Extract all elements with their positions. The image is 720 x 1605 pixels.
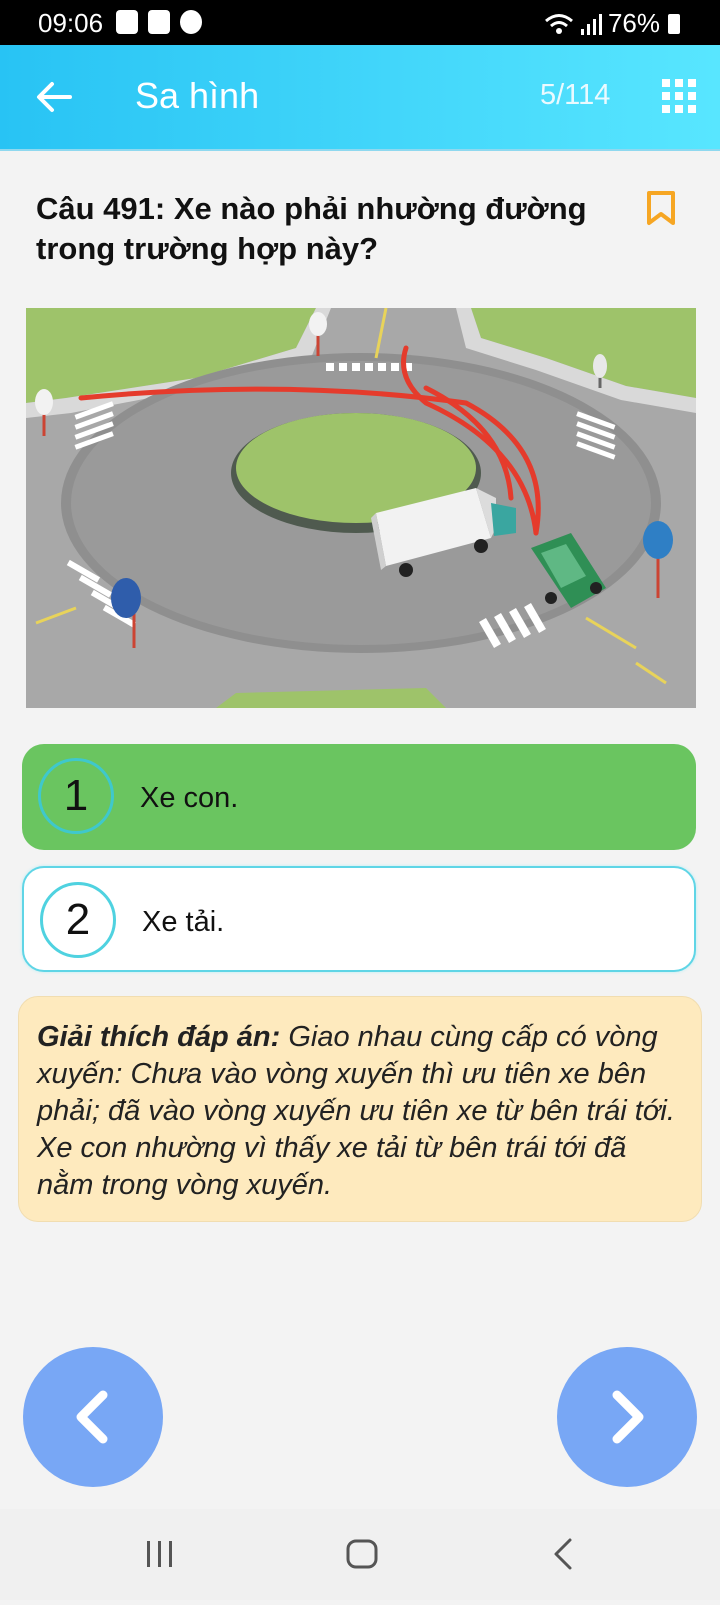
signal-icon <box>580 13 602 35</box>
question-area <box>0 151 720 301</box>
grid-icon[interactable] <box>662 79 696 113</box>
chevron-left-icon <box>23 1347 163 1487</box>
bookmark-icon[interactable] <box>646 190 676 226</box>
sd-card-icon <box>116 10 138 34</box>
app-notification-icon-2 <box>180 10 202 34</box>
home-icon <box>332 1509 392 1600</box>
home-button[interactable] <box>332 1509 392 1600</box>
question-text: Câu 491: Xe nào phải nhường đường trong trường hợp này? <box>36 191 587 266</box>
roundabout-illustration <box>26 308 696 708</box>
explanation-label: Giải thích đáp án: <box>37 1021 281 1053</box>
status-time: 09:06 <box>38 8 104 38</box>
recent-apps-icon <box>130 1509 190 1600</box>
next-question-button[interactable] <box>557 1347 697 1487</box>
app-notification-icon <box>148 10 170 34</box>
answer-text: Xe tải. <box>142 906 225 938</box>
recent-apps-button[interactable] <box>130 1509 190 1600</box>
system-back-button[interactable] <box>534 1509 594 1600</box>
previous-question-button[interactable] <box>23 1347 163 1487</box>
chevron-right-icon <box>557 1347 697 1487</box>
arrow-left-icon[interactable] <box>30 73 78 121</box>
answer-text: Xe con. <box>140 782 239 814</box>
system-back-icon <box>534 1509 594 1600</box>
battery-percent: 76% <box>607 8 660 38</box>
question-counter: 5/114 <box>540 79 611 111</box>
status-bar <box>0 0 720 45</box>
page-title: Sa hình <box>135 75 260 116</box>
answer-number-badge: 1 <box>38 758 114 834</box>
explanation-box <box>18 996 702 1222</box>
wifi-icon <box>544 12 574 36</box>
system-nav-bar <box>0 1509 720 1600</box>
answer-option-2[interactable] <box>22 866 696 972</box>
notification-icons <box>116 10 202 34</box>
app-header <box>0 45 720 149</box>
answer-option-1[interactable] <box>22 744 696 850</box>
answer-number-badge: 2 <box>40 882 116 958</box>
explanation-text: Giao nhau cùng cấp có vòng xuyến: Chưa vào vòng xuyến thì ưu tiên xe bên phải; đã vào vòng xuyến ưu tiên xe từ bên trái tới. Xe con nhường vì thấy xe tải từ bên trái tới đã nằm trong vòng xuyến. <box>37 1021 675 1201</box>
battery-icon <box>668 14 680 34</box>
status-right <box>544 8 680 39</box>
